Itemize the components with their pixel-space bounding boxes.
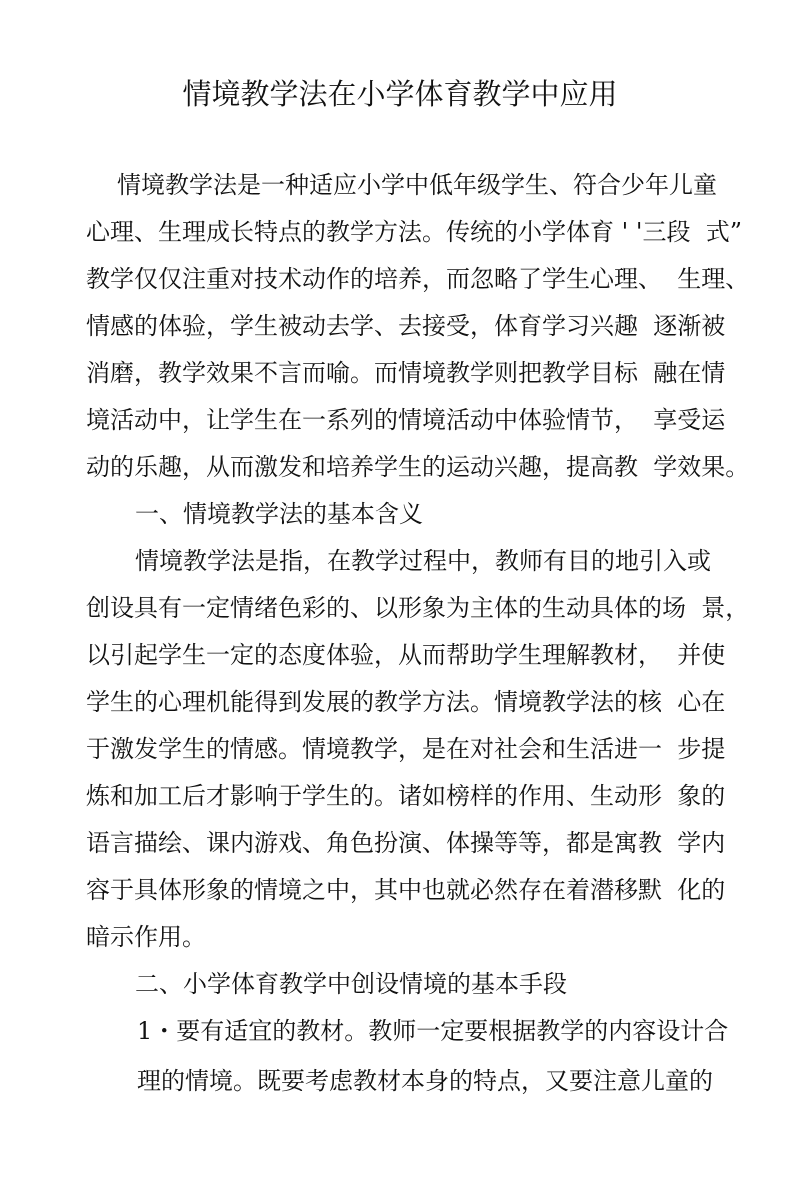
paragraph-line: 容于具体形象的情境之中，其中也就必然存在着潜移默 化的	[86, 876, 726, 904]
paragraph-line: 情感的体验，学生被动去学、去接受，体育学习兴趣 逐渐被	[86, 312, 726, 340]
paragraph-line: 炼和加工后才影响于学生的。诸如榜样的作用、生动形 象的	[86, 782, 726, 810]
paragraph-line: 理的情境。既要考虑教材本身的特点，又要注意儿童的	[137, 1067, 713, 1095]
paragraph-line: 情境教学法是指，在教学过程中，教师有目的地引入或	[135, 547, 711, 575]
paragraph-line: 暗示作用。	[86, 923, 206, 951]
paragraph-line: 以引起学生一定的态度体验，从而帮助学生理解教材， 并使	[86, 641, 726, 669]
paragraph-line: 学生的心理机能得到发展的教学方法。情境教学法的核 心在	[86, 688, 726, 716]
paragraph-line: 动的乐趣，从而激发和培养学生的运动兴趣，提高教 学效果。	[86, 453, 750, 481]
paragraph-line: 教学仅仅注重对技术动作的培养，而忽略了学生心理、 生理、	[86, 265, 750, 293]
paragraph-line: 创设具有一定情绪色彩的、以形象为主体的生动具体的场 景，	[86, 594, 750, 622]
paragraph-line: 情境教学法是一种适应小学中低年级学生、符合少年儿童	[117, 171, 717, 199]
document-title: 情境教学法在小学体育教学中应用	[182, 77, 618, 111]
paragraph-line: 境活动中，让学生在一系列的情境活动中体验情节， 享受运	[86, 406, 726, 434]
section-heading: 一、情境教学法的基本含义	[135, 500, 423, 528]
paragraph-line: 于激发学生的情感。情境教学，是在对社会和生活进一 步提	[86, 735, 726, 763]
paragraph-line: 1・要有适宜的教材。教师一定要根据教学的内容设计合	[137, 1017, 729, 1045]
section-heading: 二、小学体育教学中创设情境的基本手段	[135, 970, 567, 998]
paragraph-line: 心理、生理成长特点的教学方法。传统的小学体育 ' '三段 式”	[86, 218, 742, 246]
paragraph-line: 消磨，教学效果不言而喻。而情境教学则把教学目标 融在情	[86, 359, 726, 387]
paragraph-line: 语言描绘、课内游戏、角色扮演、体操等等，都是寓教 学内	[86, 829, 726, 857]
